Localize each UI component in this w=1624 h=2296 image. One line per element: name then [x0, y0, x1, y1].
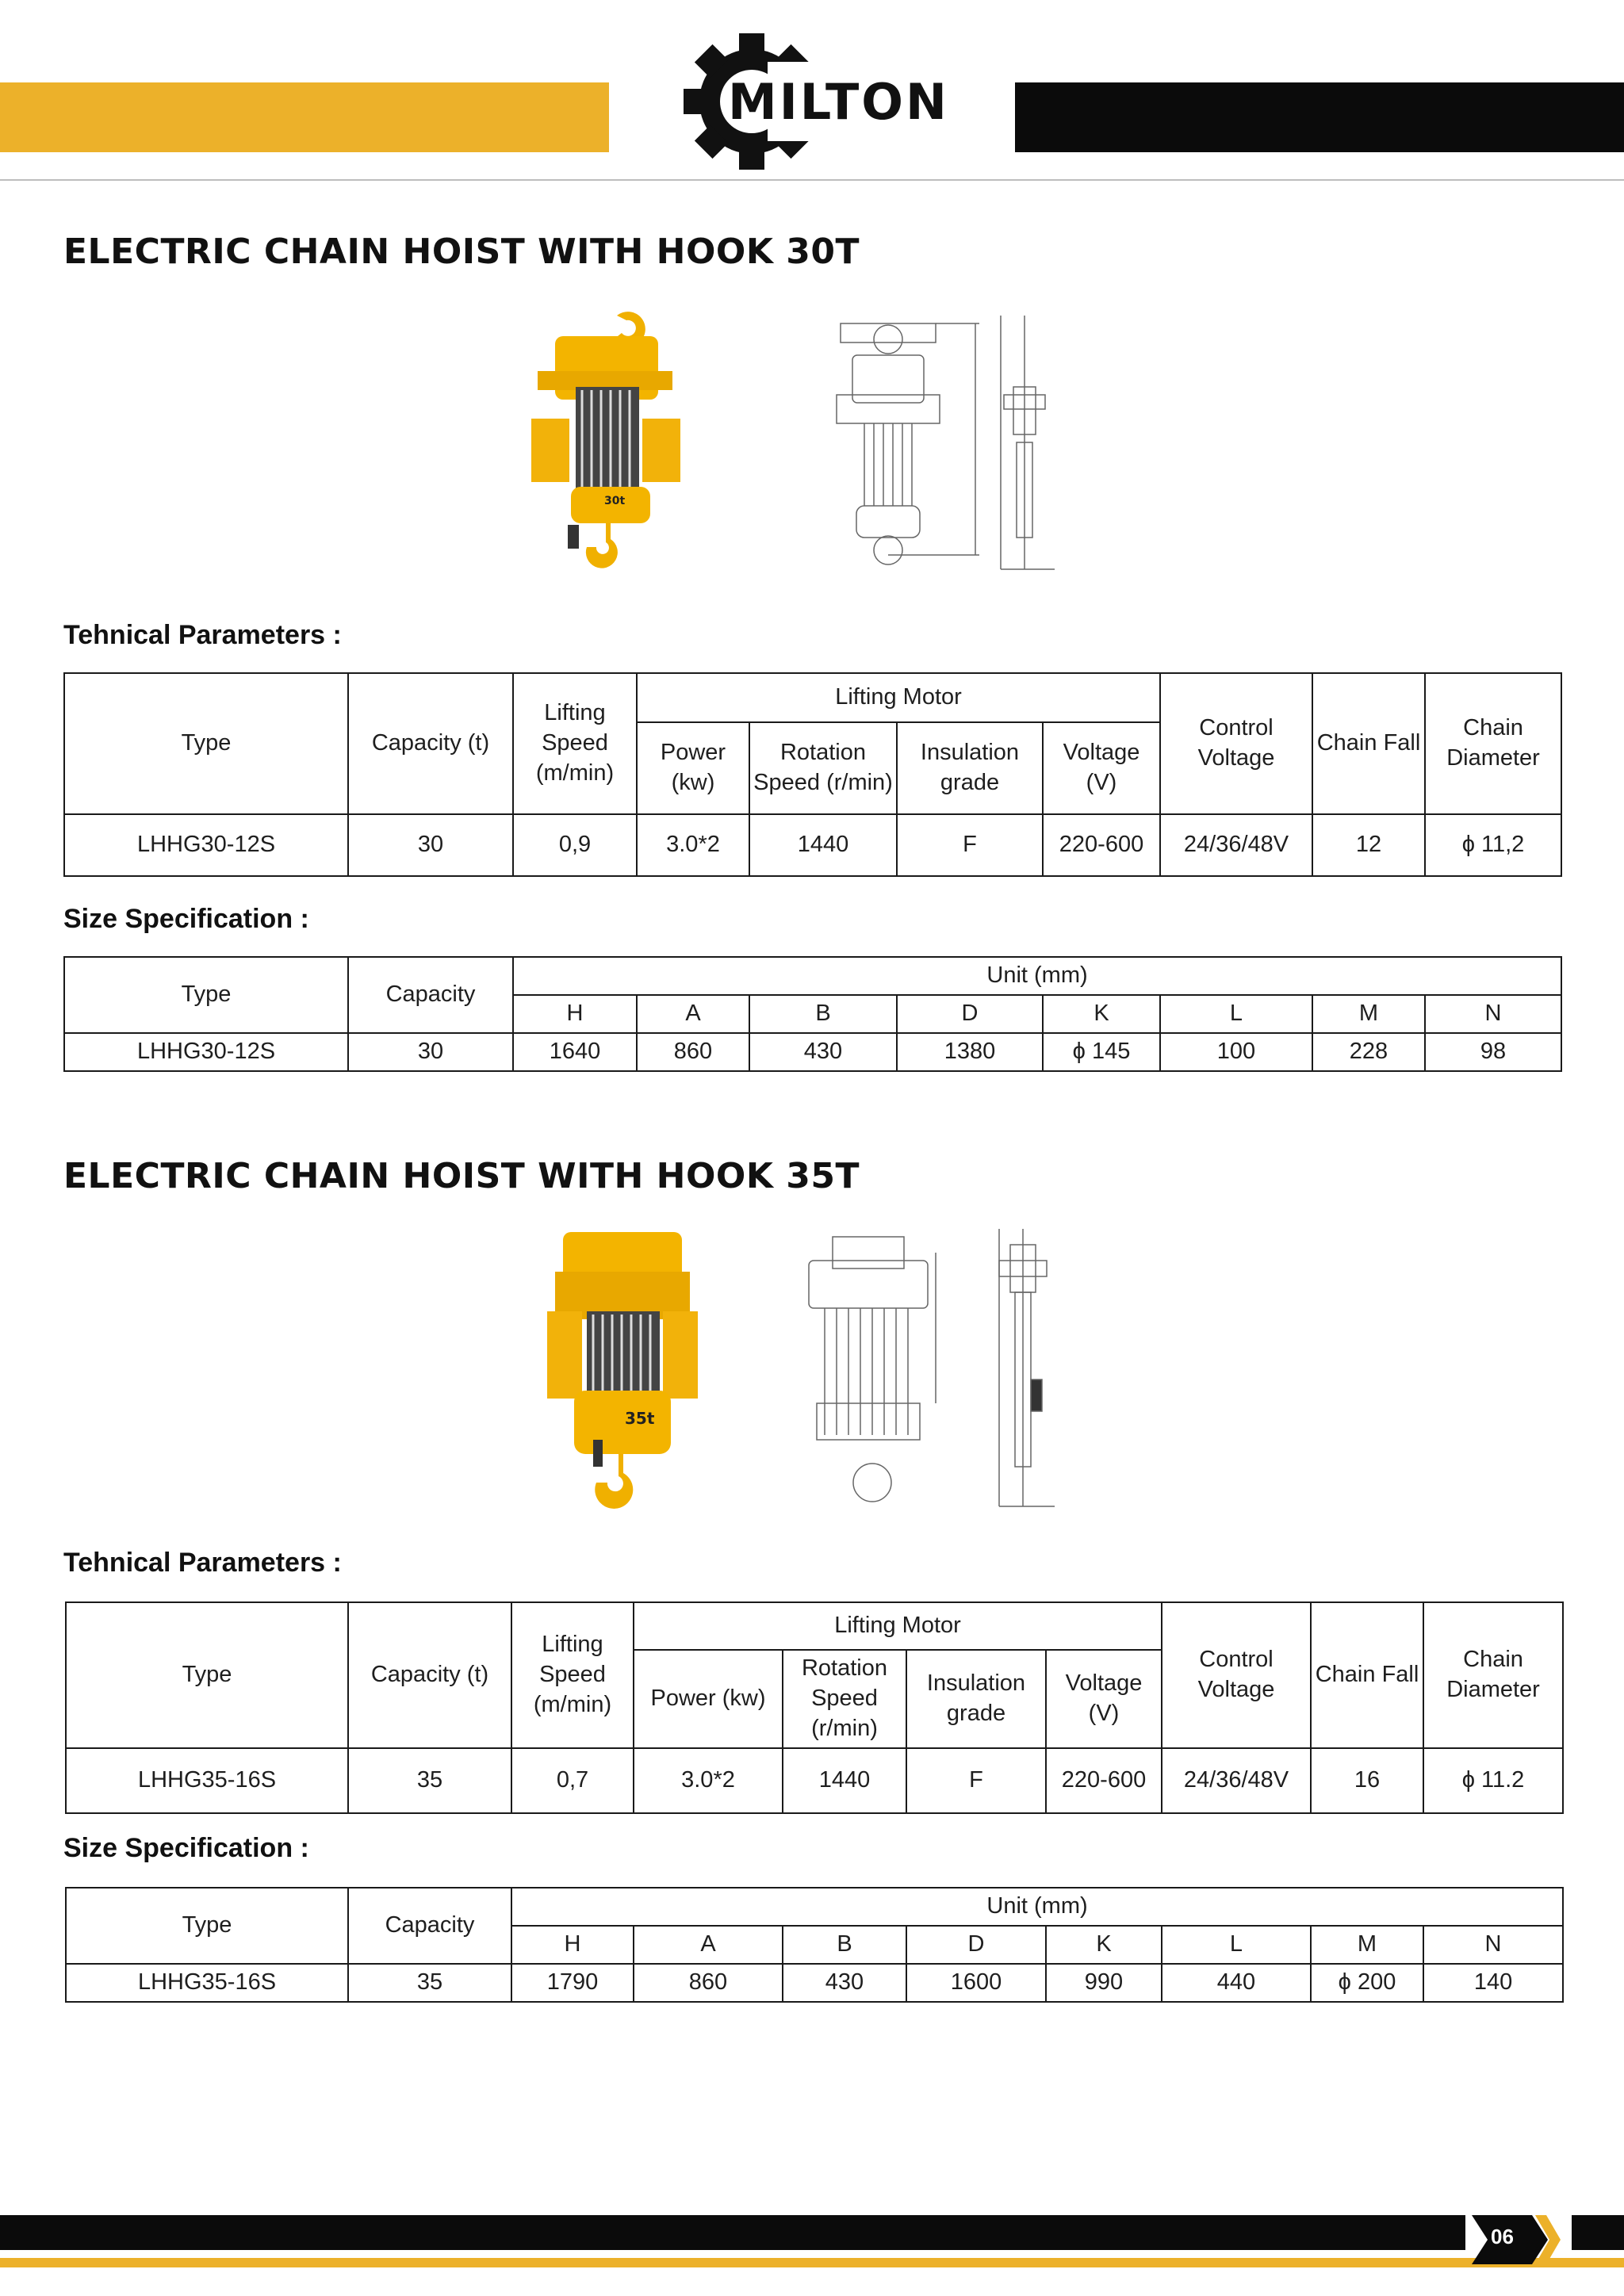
- cell-k: 990: [1046, 1964, 1162, 2002]
- col-k: K: [1046, 1926, 1162, 1964]
- col-m: M: [1311, 1926, 1423, 1964]
- cell-control-voltage: 24/36/48V: [1160, 814, 1312, 876]
- cell-insulation: F: [897, 814, 1043, 876]
- cell-capacity: 30: [348, 814, 513, 876]
- product-label-35t: 35t: [625, 1409, 655, 1428]
- params-table-30t: [63, 672, 1562, 877]
- col-type: Type: [66, 1888, 348, 1964]
- cell-a: 860: [634, 1964, 783, 2002]
- col-lifting-motor: Lifting Motor: [637, 673, 1160, 722]
- size-heading-35t: Size Specification :: [63, 1833, 309, 1863]
- cell-n: 140: [1423, 1964, 1563, 2002]
- col-control-voltage: Control Voltage: [1162, 1602, 1311, 1748]
- col-insulation: Insulation grade: [897, 722, 1043, 814]
- params-table-35t: [65, 1601, 1564, 1814]
- hoist-photo-35t: [539, 1224, 714, 1517]
- col-m: M: [1312, 995, 1425, 1033]
- cell-b: 430: [783, 1964, 906, 2002]
- product-label-30t: 30t: [604, 495, 626, 507]
- col-h: H: [513, 995, 637, 1033]
- col-insulation: Insulation grade: [906, 1650, 1046, 1748]
- cell-h: 1640: [513, 1033, 637, 1071]
- header-divider: [0, 179, 1624, 181]
- section-title-30t: ELECTRIC CHAIN HOIST WITH HOOK 30T: [63, 232, 860, 272]
- col-lifting-speed: Lifting Speed (m/min): [511, 1602, 634, 1748]
- col-lifting-speed: Lifting Speed (m/min): [513, 673, 637, 814]
- cell-a: 860: [637, 1033, 749, 1071]
- cell-lifting-speed: 0,9: [513, 814, 637, 876]
- cell-b: 430: [749, 1033, 897, 1071]
- cell-type: LHHG35-16S: [66, 1748, 348, 1813]
- cell-d: 1380: [897, 1033, 1043, 1071]
- cell-insulation: F: [906, 1748, 1046, 1813]
- hoist-drawing-35t: [801, 1221, 1078, 1522]
- cell-type: LHHG35-16S: [66, 1964, 348, 2002]
- col-chain-diameter: Chain Diameter: [1423, 1602, 1563, 1748]
- col-capacity: Capacity (t): [348, 1602, 511, 1748]
- cell-capacity: 35: [348, 1964, 511, 2002]
- footer-yellow-band: [0, 2258, 1624, 2267]
- col-type: Type: [66, 1602, 348, 1748]
- table-row: [66, 1964, 1563, 2002]
- header-yellow-band: [0, 82, 609, 152]
- col-b: B: [783, 1926, 906, 1964]
- col-l: L: [1162, 1926, 1311, 1964]
- page-number: 06: [1491, 2225, 1514, 2248]
- col-capacity: Capacity: [348, 1888, 511, 1964]
- table-row: [66, 1748, 1563, 1813]
- size-table-35t: [65, 1887, 1564, 2003]
- col-voltage: Voltage (V): [1043, 722, 1160, 814]
- col-rotation-speed: Rotation Speed (r/min): [783, 1650, 906, 1748]
- cell-power: 3.0*2: [637, 814, 749, 876]
- col-d: D: [897, 995, 1043, 1033]
- col-voltage: Voltage (V): [1046, 1650, 1162, 1748]
- cell-d: 1600: [906, 1964, 1046, 2002]
- col-a: A: [634, 1926, 783, 1964]
- cell-k: ϕ 145: [1043, 1033, 1160, 1071]
- cell-lifting-speed: 0,7: [511, 1748, 634, 1813]
- cell-chain-fall: 16: [1311, 1748, 1423, 1813]
- cell-type: LHHG30-12S: [64, 814, 348, 876]
- cell-h: 1790: [511, 1964, 634, 2002]
- params-heading-30t: Tehnical Parameters :: [63, 620, 342, 650]
- col-power: Power (kw): [637, 722, 749, 814]
- cell-chain-fall: 12: [1312, 814, 1425, 876]
- cell-capacity: 30: [348, 1033, 513, 1071]
- brand-name: MILTON: [728, 73, 949, 131]
- cell-power: 3.0*2: [634, 1748, 783, 1813]
- col-b: B: [749, 995, 897, 1033]
- cell-voltage: 220-600: [1046, 1748, 1162, 1813]
- cell-rotation-speed: 1440: [749, 814, 897, 876]
- cell-l: 100: [1160, 1033, 1312, 1071]
- table-row: [64, 814, 1561, 876]
- page-number-chevron-icon: [1472, 2212, 1561, 2267]
- cell-type: LHHG30-12S: [64, 1033, 348, 1071]
- col-unit: Unit (mm): [511, 1888, 1563, 1926]
- cell-rotation-speed: 1440: [783, 1748, 906, 1813]
- col-k: K: [1043, 995, 1160, 1033]
- footer-black-band-right: [1572, 2215, 1624, 2250]
- col-chain-fall: Chain Fall: [1311, 1602, 1423, 1748]
- cell-chain-diameter: ϕ 11,2: [1425, 814, 1561, 876]
- col-lifting-motor: Lifting Motor: [634, 1602, 1162, 1650]
- col-rotation-speed: Rotation Speed (r/min): [749, 722, 897, 814]
- col-capacity: Capacity (t): [348, 673, 513, 814]
- table-row: [64, 1033, 1561, 1071]
- col-power: Power (kw): [634, 1650, 783, 1748]
- cell-capacity: 35: [348, 1748, 511, 1813]
- cell-l: 440: [1162, 1964, 1311, 2002]
- cell-m: 228: [1312, 1033, 1425, 1071]
- col-capacity: Capacity: [348, 957, 513, 1033]
- section-title-35t: ELECTRIC CHAIN HOIST WITH HOOK 35T: [63, 1156, 860, 1196]
- size-heading-30t: Size Specification :: [63, 904, 309, 934]
- col-chain-fall: Chain Fall: [1312, 673, 1425, 814]
- col-d: D: [906, 1926, 1046, 1964]
- col-a: A: [637, 995, 749, 1033]
- header-black-band: [1015, 82, 1624, 152]
- cell-n: 98: [1425, 1033, 1561, 1071]
- footer-black-band: [0, 2215, 1465, 2250]
- col-chain-diameter: Chain Diameter: [1425, 673, 1561, 814]
- cell-chain-diameter: ϕ 11.2: [1423, 1748, 1563, 1813]
- hoist-photo-30t: [523, 308, 690, 569]
- col-control-voltage: Control Voltage: [1160, 673, 1312, 814]
- cell-voltage: 220-600: [1043, 814, 1160, 876]
- cell-m: ϕ 200: [1311, 1964, 1423, 2002]
- col-unit: Unit (mm): [513, 957, 1561, 995]
- col-n: N: [1425, 995, 1561, 1033]
- size-table-30t: [63, 956, 1562, 1072]
- hoist-drawing-30t: [825, 308, 1094, 577]
- cell-control-voltage: 24/36/48V: [1162, 1748, 1311, 1813]
- col-h: H: [511, 1926, 634, 1964]
- params-heading-35t: Tehnical Parameters :: [63, 1548, 342, 1578]
- col-type: Type: [64, 957, 348, 1033]
- col-n: N: [1423, 1926, 1563, 1964]
- col-l: L: [1160, 995, 1312, 1033]
- col-type: Type: [64, 673, 348, 814]
